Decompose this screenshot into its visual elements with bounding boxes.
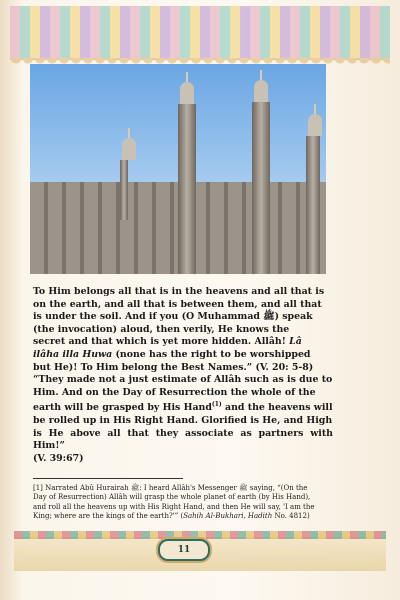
verse-line: on the earth, and all that is between them, and all that xyxy=(33,298,322,310)
decorative-top-border xyxy=(10,6,390,60)
verse-line: Him. And on the Day of Resurrection the whole of the xyxy=(33,386,316,398)
verse-line: To Him belongs all that is in the heavens and all that is xyxy=(33,286,325,297)
verse-line: but He)! To Him belong the Best Names.” (V. 20: 5-8) xyxy=(33,361,314,373)
minaret-icon xyxy=(178,104,196,274)
footnote-line: and roll all the heavens up with His Right Hand, and then He will say, 'I am the xyxy=(33,502,315,511)
footnote-line: [1] Narrated Abû Hurairah ﷺ: I heard Allâh's Messenger ﷺ saying, “(On the xyxy=(33,484,308,492)
kaaba-mosque-photo xyxy=(30,64,326,274)
verse-line: be rolled up in His Right Hand. Glorified is He, and High xyxy=(33,415,333,427)
footnote-source: Sahih Al-Bukhari, Hadith xyxy=(183,512,273,521)
minaret-icon xyxy=(120,160,128,220)
minaret-icon xyxy=(252,102,270,274)
verse-line: is under the soil. And if you (O Muhammad ﷺ) speak xyxy=(33,311,313,323)
verse-line: (V. 39:67) xyxy=(33,452,84,464)
quran-verse-text xyxy=(33,286,333,465)
verse-line: secret and that which is yet more hidden. Allâh! Lâ xyxy=(33,336,302,348)
page-number: 11 xyxy=(158,539,210,561)
verse-line: ilâha illa Huwa (none has the right to be worshipped xyxy=(33,348,311,360)
footnote-ref: (1) xyxy=(211,401,222,409)
verse-line: is He above all that they associate as partners with Him!” xyxy=(33,427,333,452)
footnote-line: Day of Resurrection) Allâh will grasp the whole planet of earth (by His Hand), xyxy=(33,493,311,502)
verse-line: earth will be grasped by His Hand$^{(1)}$ and the heavens will xyxy=(33,401,333,414)
minaret-icon xyxy=(306,136,320,274)
verse-line: “They made not a just estimate of Allâh such as is due to xyxy=(33,374,333,386)
verse-line: (the invocation) aloud, then verily, He knows the xyxy=(33,323,290,335)
footnote-line: King; where are the kings of the earth?'” (Sahih Al-Bukhari, Hadith No. 4812) xyxy=(33,512,310,521)
footnote-divider xyxy=(33,478,183,479)
footnote xyxy=(33,484,333,522)
